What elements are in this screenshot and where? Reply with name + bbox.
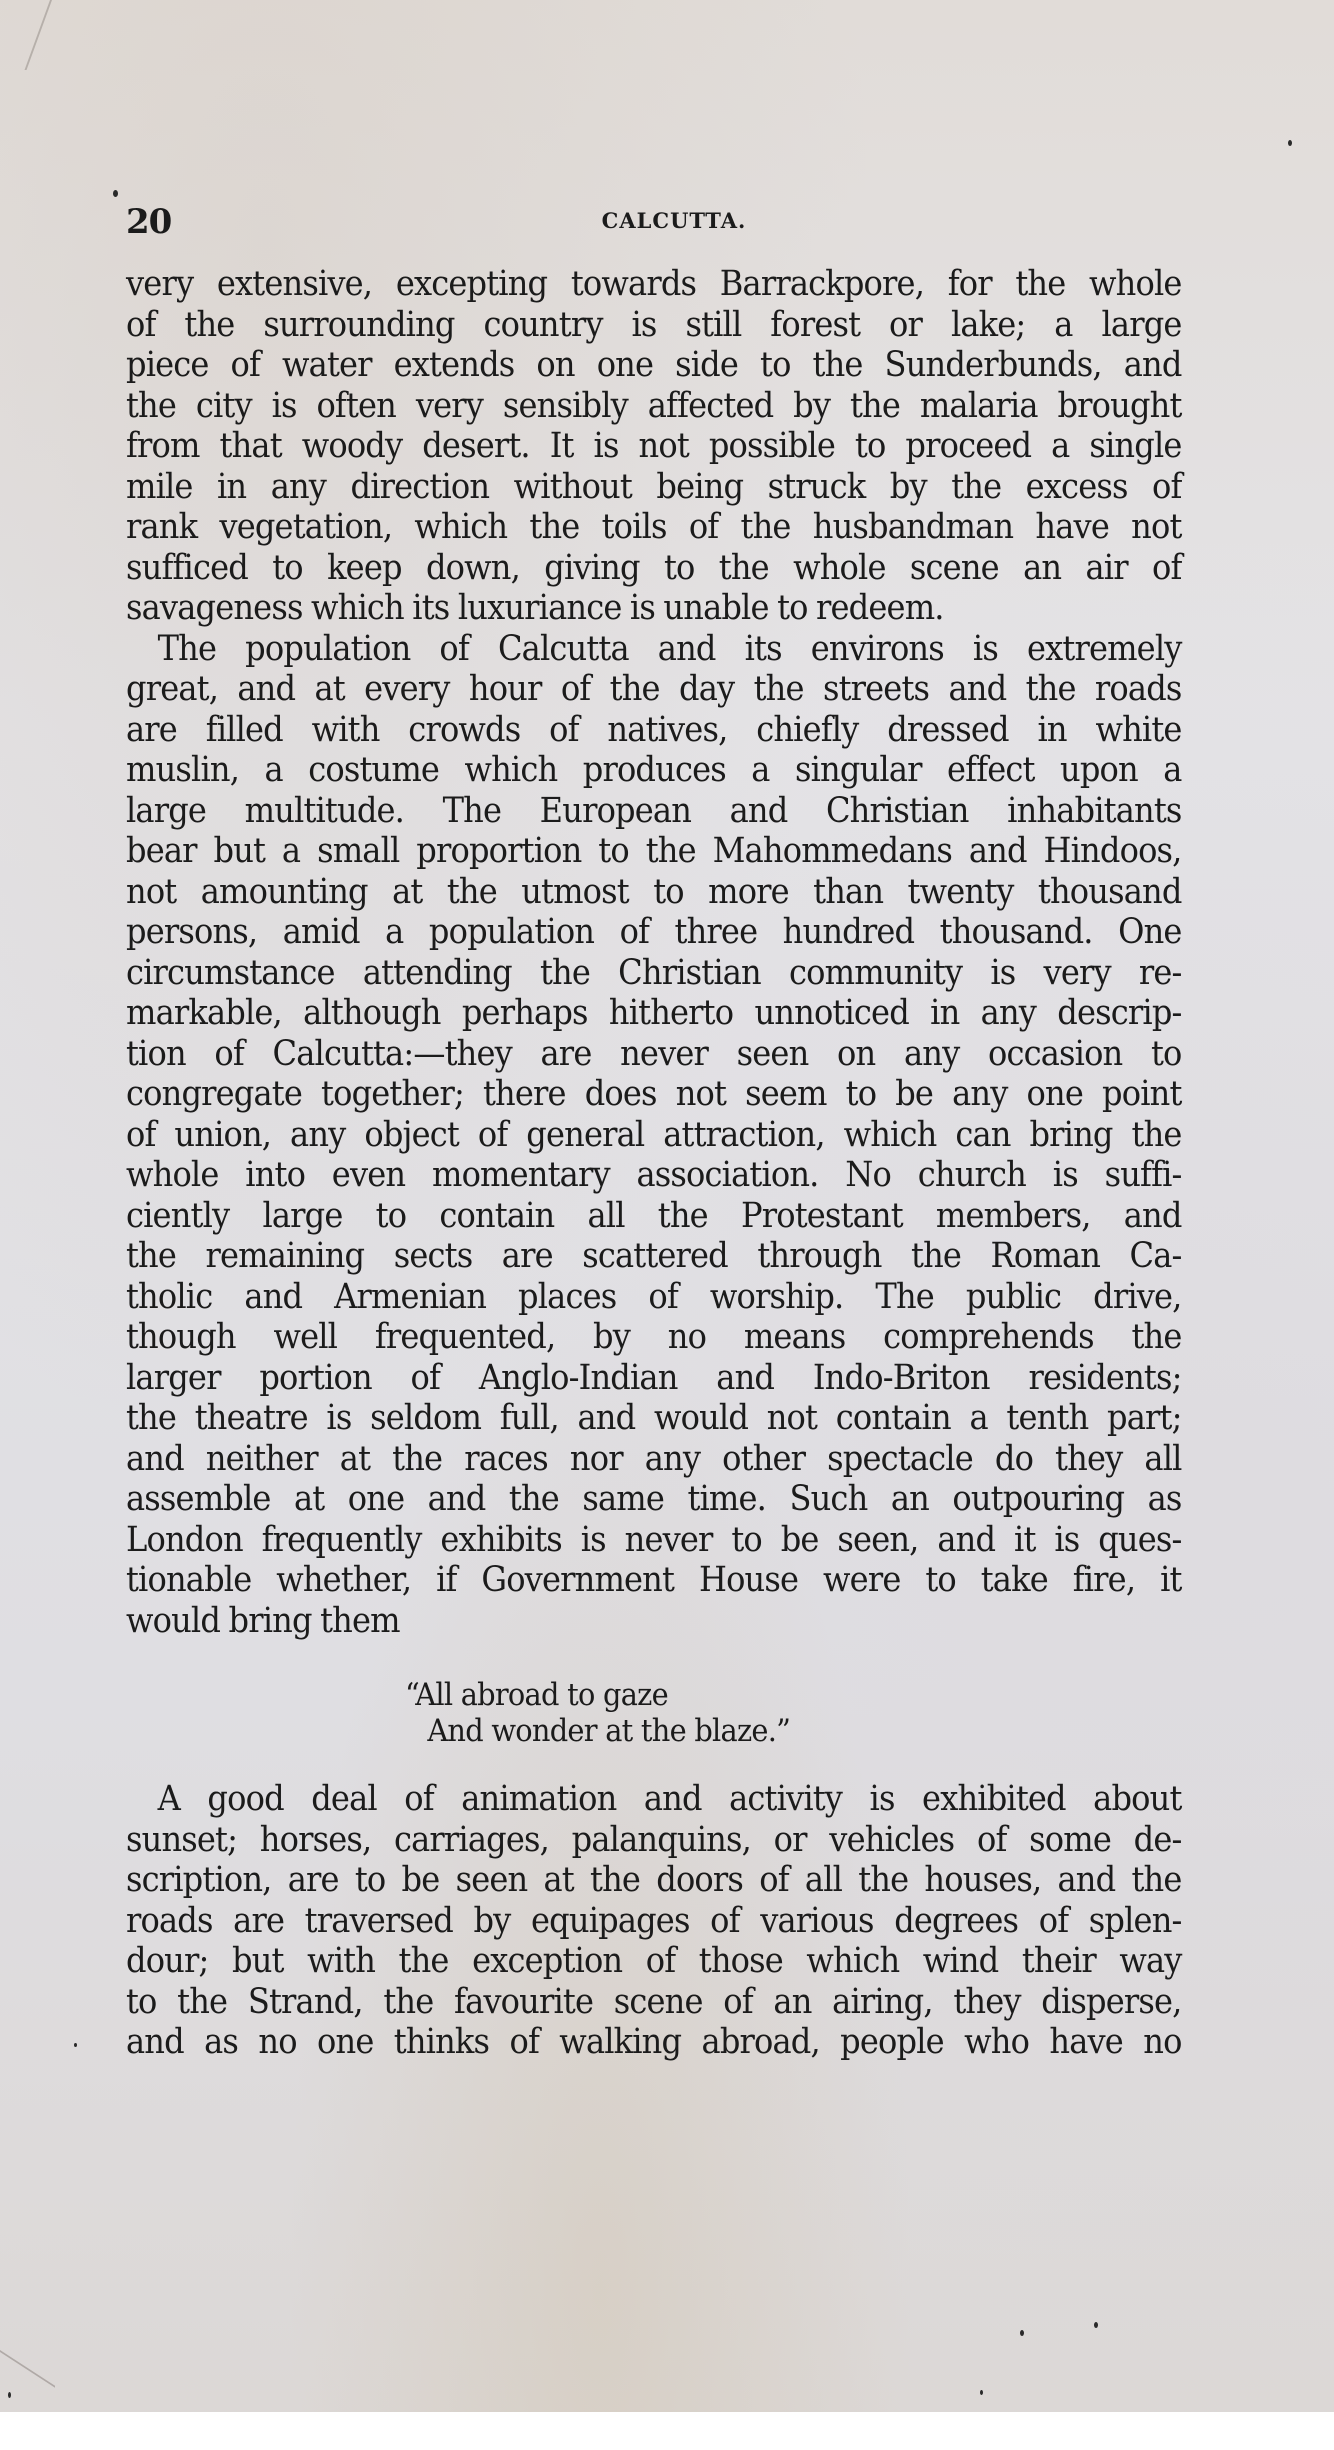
text-line: circumstance attending the Christian community is very re- <box>126 952 1182 993</box>
text-line: great, and at every hour of the day the streets and the roads <box>126 669 1182 709</box>
text-line: mile in any direction without being struck by the excess of <box>126 466 1182 507</box>
text-line: large multitude. The European and Christian inhabitants <box>126 790 1182 831</box>
text-line: congregate together; there does not seem to be any one point <box>126 1074 1182 1114</box>
text-line: the city is often very sensibly affected by the malaria brought <box>126 385 1182 426</box>
text-line: though well frequented, by no means comprehends the <box>126 1317 1182 1357</box>
text-line: muslin, a costume which produces a singular effect upon a <box>126 750 1182 790</box>
ink-speck <box>980 2390 983 2395</box>
ink-speck <box>113 190 118 197</box>
text-line: and as no one thinks of walking abroad, people who have no <box>126 2022 1182 2062</box>
text-line: dour; but with the exception of those which wind their way <box>126 1941 1182 1981</box>
text-line: savageness which its luxuriance is unable to redeem. <box>126 588 944 628</box>
text-line: to the Strand, the favourite scene of an airing, they disperse, <box>126 1981 1182 2022</box>
ink-speck <box>1094 2322 1098 2328</box>
text-line: larger portion of Anglo-Indian and Indo-Briton residents; <box>126 1357 1182 1398</box>
text-line: ciently large to contain all the Protestant members, and <box>126 1195 1182 1236</box>
text-line: whole into even momentary association. No church is suffi- <box>126 1155 1182 1195</box>
text-line: of union, any object of general attraction, which can bring the <box>126 1114 1182 1155</box>
ink-speck <box>1288 140 1292 146</box>
text-line: piece of water extends on one side to the Sunderbunds, and <box>126 345 1182 385</box>
text-line: the remaining sects are scattered through the Roman Ca- <box>126 1236 1182 1276</box>
text-line: scription, are to be seen at the doors of all the houses, and the <box>126 1860 1182 1900</box>
verse-line: And wonder at the blaze.” <box>427 1713 791 1749</box>
text-line: rank vegetation, which the toils of the husbandman have not <box>126 507 1182 547</box>
paragraph-population <box>126 629 1182 1642</box>
text-line: roads are traversed by equipages of various degrees of splen- <box>126 1900 1182 1941</box>
text-line: The population of Calcutta and its environs is extremely <box>157 628 1182 669</box>
text-line: are filled with crowds of natives, chiefly dressed in white <box>126 709 1182 750</box>
paragraph-animation <box>126 1779 1182 2063</box>
verse-line: “All abroad to gaze <box>405 1677 668 1713</box>
text-line: tion of Calcutta:—they are never seen on any occasion to <box>126 1033 1182 1074</box>
text-line: not amounting at the utmost to more than twenty thousand <box>126 871 1182 912</box>
page-number: 20 <box>126 202 172 242</box>
text-line: from that woody desert. It is not possible to proceed a single <box>126 426 1182 466</box>
text-line: London frequently exhibits is never to be seen, and it is ques- <box>126 1519 1182 1560</box>
page-text <box>126 200 1182 2063</box>
text-line: would bring them <box>126 1600 400 1641</box>
text-line: sufficed to keep down, giving to the whole scene an air of <box>126 547 1182 588</box>
text-line: persons, amid a population of three hundred thousand. One <box>126 912 1182 952</box>
page-crease-top <box>0 0 52 70</box>
ink-speck <box>74 2043 77 2047</box>
text-line: and neither at the races nor any other spectacle do they all <box>126 1438 1182 1479</box>
text-line: tholic and Armenian places of worship. The public drive, <box>126 1276 1182 1317</box>
ink-speck <box>1020 2330 1024 2336</box>
running-head <box>126 200 1182 260</box>
running-title: CALCUTTA. <box>601 208 747 233</box>
text-line: very extensive, excepting towards Barrackpore, for the whole <box>126 264 1182 304</box>
paragraph-continuation <box>126 264 1182 629</box>
verse-quote <box>126 1677 1108 1749</box>
text-line: bear but a small proportion to the Mahommedans and Hindoos, <box>126 831 1182 871</box>
text-line: assemble at one and the same time. Such an outpouring as <box>126 1479 1182 1519</box>
text-line: sunset; horses, carriages, palanquins, or vehicles of some de- <box>126 1819 1182 1860</box>
page-crease-bottom <box>0 2350 55 2450</box>
text-line: of the surrounding country is still forest or lake; a large <box>126 304 1182 345</box>
text-line: A good deal of animation and activity is exhibited about <box>157 1779 1182 1819</box>
text-line: the theatre is seldom full, and would not contain a tenth part; <box>126 1398 1182 1438</box>
ink-speck <box>8 2392 11 2398</box>
text-line: tionable whether, if Government House were to take fire, it <box>126 1560 1182 1600</box>
text-line: markable, although perhaps hitherto unnoticed in any descrip- <box>126 993 1182 1033</box>
